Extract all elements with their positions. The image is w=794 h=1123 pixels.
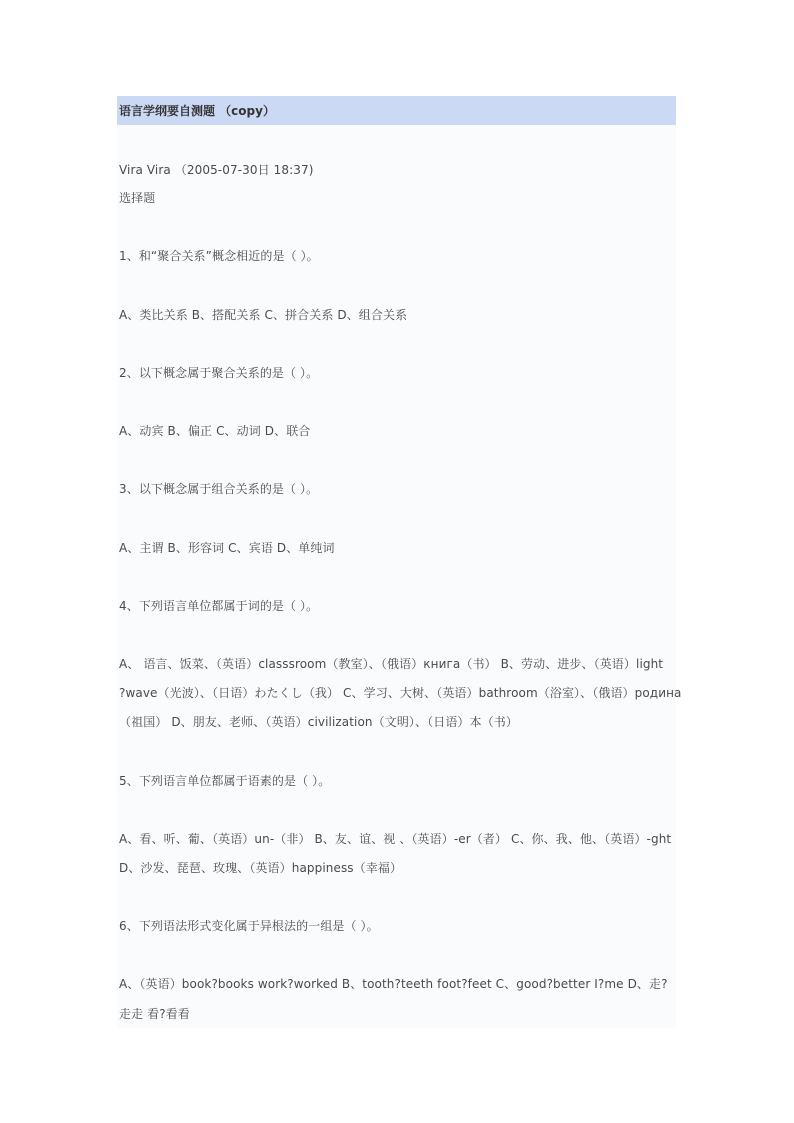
- question-1: 1、和“聚合关系”概念相近的是（ ）。: [119, 249, 319, 263]
- question-2: 2、以下概念属于聚合关系的是（ ）。: [119, 366, 319, 380]
- question-4-options-line-2: ?wave（光波）、（日语）わたくし（我） C、学习、大树、（英语）bathroom（浴室）、（俄语）родина: [119, 686, 682, 700]
- question-3-options: A、主谓 B、形容词 C、宾语 D、单纯词: [119, 541, 335, 555]
- question-6-options-line-1: A、（英语）book?books work?worked B、tooth?teeth foot?feet C、good?better I?me D、走?: [119, 977, 668, 991]
- question-3: 3、以下概念属于组合关系的是（ ）。: [119, 482, 319, 496]
- question-4-options-line-1: A、 语言、饭菜、（英语）classsroom（教室）、（俄语）книга（书） B、劳动、进步、（英语）light: [119, 657, 664, 671]
- question-4: 4、下列语言单位都属于词的是（ ）。: [119, 599, 319, 613]
- question-5: 5、下列语言单位都属于语素的是（ ）。: [119, 774, 331, 788]
- post-meta: Vira Vira （2005-07-30日 18:37): [119, 163, 314, 177]
- document-title: [117, 96, 676, 125]
- question-6-options-line-2: 走走 看?看看: [119, 1007, 190, 1021]
- title-text: 语言学纲要自测题 （copy）: [119, 104, 275, 118]
- question-4-options-line-3: （祖国） D、朋友、老师、（英语）civilization（文明）、（日语）本（书）: [119, 715, 518, 729]
- section-heading: 选择题: [119, 191, 156, 205]
- question-5-options-line-1: A、看、听、葡、（英语）un-（非） B、友、谊、视 、（英语）-er（者） C、你、我、他、（英语）-ght: [119, 832, 672, 846]
- question-2-options: A、动宾 B、偏正 C、动词 D、联合: [119, 424, 311, 438]
- question-1-options: A、类比关系 B、搭配关系 C、拼合关系 D、组合关系: [119, 308, 408, 322]
- document-page: [117, 96, 676, 1028]
- question-6: 6、下列语法形式变化属于异根法的一组是（ ）。: [119, 919, 379, 933]
- question-5-options-line-2: D、沙发、琵琶、玫瑰、（英语）happiness（幸福）: [119, 861, 403, 875]
